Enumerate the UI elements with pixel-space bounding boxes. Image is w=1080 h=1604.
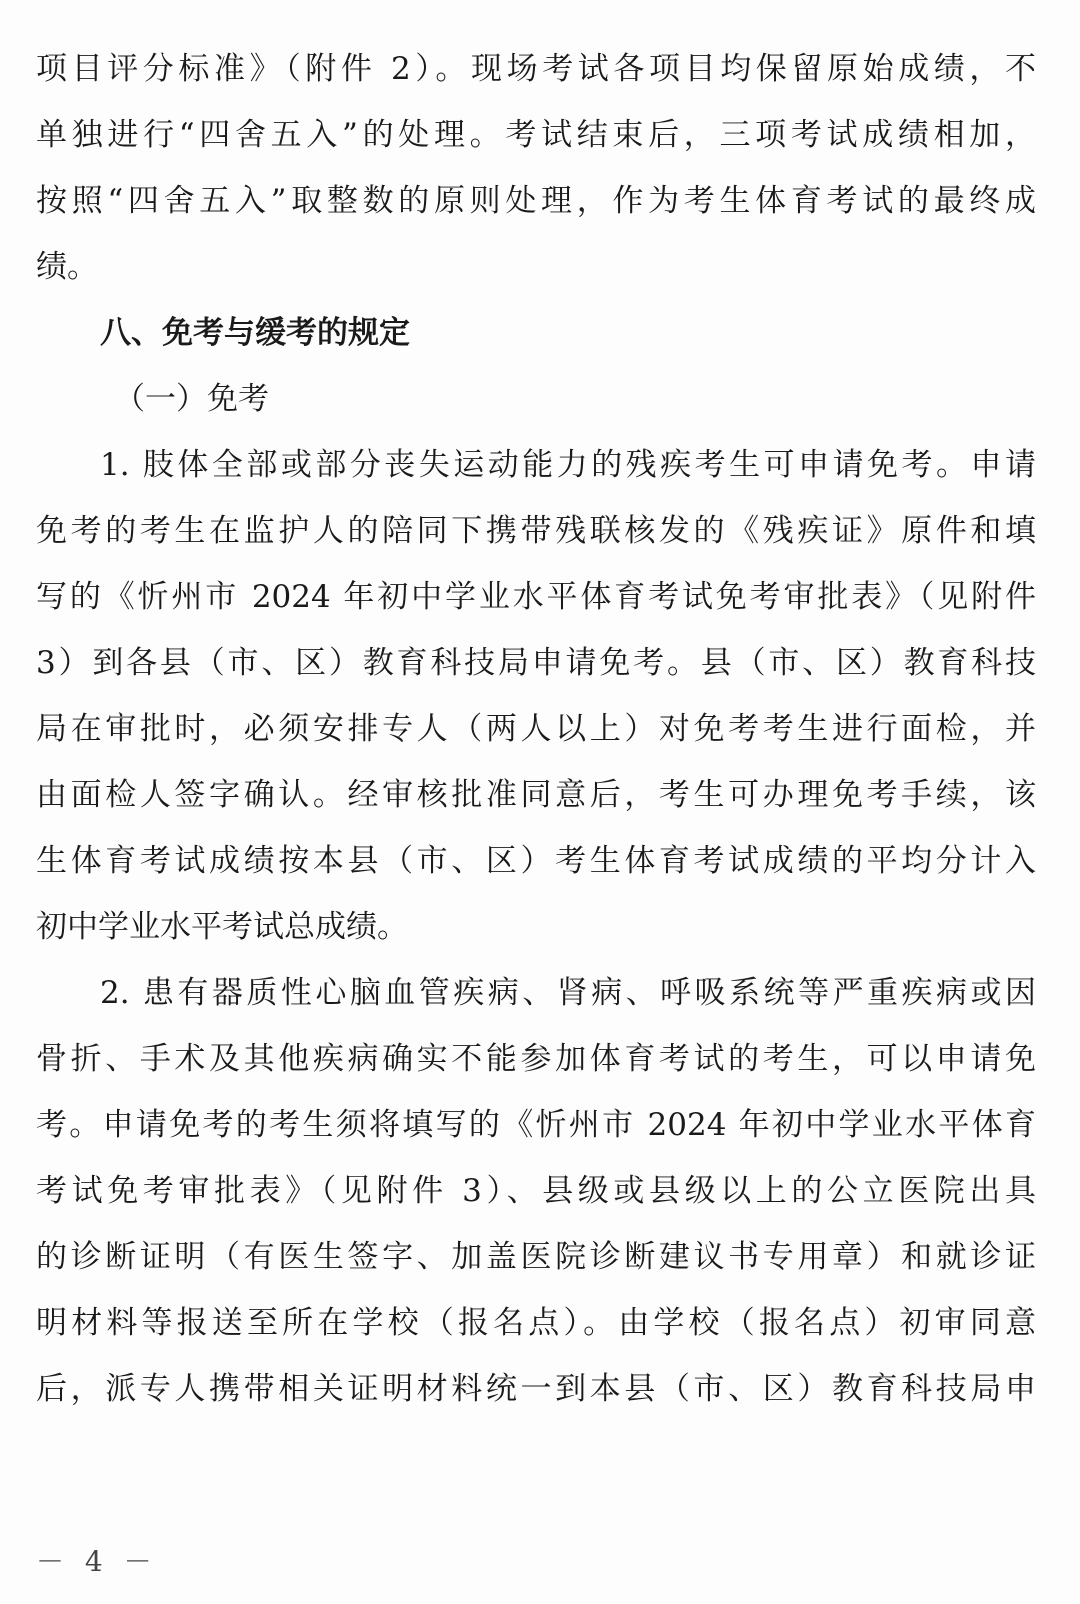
item-1-line-3: 写的《忻州市 2024 年初中学业水平体育考试免考审批表》（见附件 xyxy=(36,579,1036,615)
item-2-line-7: 后，派专人携带相关证明材料统一到本县（市、区）教育科技局申 xyxy=(36,1371,1036,1407)
item-1-line-2: 免考的考生在监护人的陪同下携带残联核发的《残疾证》原件和填 xyxy=(36,513,1036,549)
item-1-line-4: 3）到各县（市、区）教育科技局申请免考。县（市、区）教育科技 xyxy=(36,645,1036,681)
item-1-line-1: 1. 肢体全部或部分丧失运动能力的残疾考生可申请免考。申请 xyxy=(100,447,1036,483)
item-2-line-1: 2. 患有器质性心脑血管疾病、肾病、呼吸系统等严重疾病或因 xyxy=(100,975,1036,1011)
document-body xyxy=(36,36,1036,1422)
body-line-1: 项目评分标准》（附件 2）。现场考试各项目均保留原始成绩，不 xyxy=(36,51,1036,87)
item-1-line-6: 由面检人签字确认。经审核批准同意后，考生可办理免考手续，该 xyxy=(36,777,1036,813)
item-1-paragraph xyxy=(36,432,1036,960)
item-1-line-5: 局在审批时，必须安排专人（两人以上）对免考考生进行面检，并 xyxy=(36,711,1036,747)
section-heading: 八、免考与缓考的规定 xyxy=(100,315,410,351)
item-2-line-5: 的诊断证明（有医生签字、加盖医院诊断建议书专用章）和就诊证 xyxy=(36,1239,1036,1275)
item-2-paragraph xyxy=(36,960,1036,1422)
item-2-line-2: 骨折、手术及其他疾病确实不能参加体育考试的考生，可以申请免 xyxy=(36,1041,1036,1077)
item-2-line-3: 考。申请免考的考生须将填写的《忻州市 2024 年初中学业水平体育 xyxy=(36,1107,1036,1143)
item-1-line-7: 生体育考试成绩按本县（市、区）考生体育考试成绩的平均分计入 xyxy=(36,843,1036,879)
item-2-line-6: 明材料等报送至所在学校（报名点）。由学校（报名点）初审同意 xyxy=(36,1305,1036,1341)
item-2-line-4: 考试免考审批表》（见附件 3）、县级或县级以上的公立医院出具 xyxy=(36,1173,1036,1209)
subsection-heading: （一）免考 xyxy=(114,381,269,417)
page-number: － 4 － xyxy=(36,1545,158,1578)
body-line-2: 单独进行“四舍五入”的处理。考试结束后，三项考试成绩相加， xyxy=(36,117,1036,153)
item-1-line-8: 初中学业水平考试总成绩。 xyxy=(36,909,408,945)
body-line-3: 按照“四舍五入”取整数的原则处理，作为考生体育考试的最终成 xyxy=(36,183,1036,219)
body-line-4: 绩。 xyxy=(36,249,98,285)
